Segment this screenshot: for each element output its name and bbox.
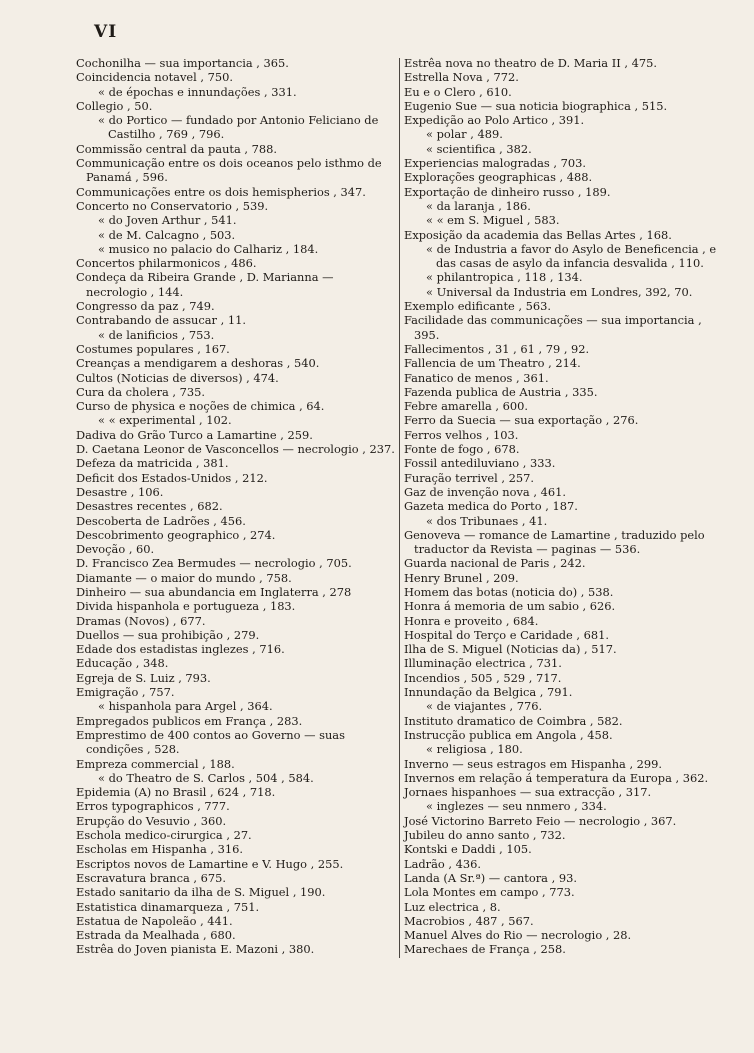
index-entry: Fossil antediluviano , 333. [404, 456, 556, 471]
index-entry: Desastres recentes , 682. [76, 499, 223, 514]
index-entry: Jubileu do anno santo , 732. [404, 828, 566, 843]
index-entry: Estrêa nova no theatro de D. Maria II , 475. [404, 56, 657, 70]
index-entry: Congresso da paz , 749. [76, 299, 215, 314]
index-entry: Honra á memoria de um sabio , 626. [404, 599, 616, 614]
index-entry: « philantropica , 118 , 134. [426, 270, 583, 285]
index-entry: Lola Montes em campo , 773. [404, 885, 575, 900]
index-entry: D. Caetana Leonor de Vasconcellos — necrologio , 237. [76, 442, 395, 457]
index-entry: Ilha de S. Miguel (Noticias da) , 517. [404, 642, 617, 657]
index-entry: « inglezes — seu nnmero , 334. [426, 799, 607, 814]
index-entry: Furação terrivel , 257. [404, 470, 535, 485]
index-entry: Divida hispanhola e portugueza , 183. [76, 599, 296, 614]
index-entry: Erupção do Vesuvio , 360. [76, 813, 227, 828]
index-entry: Febre amarella , 600. [404, 399, 528, 414]
index-entry: « do Joven Arthur , 541. [98, 213, 237, 228]
index-entry: Genoveva — romance de Lamartine , traduzido pelo traductor da Revista — paginas — 536. [404, 527, 705, 557]
index-entry: Fallencia de um Theatro , 214. [404, 356, 581, 371]
index-entry: Inverno — seus estragos em Hispanha , 299. [404, 756, 663, 771]
index-entry: Estrada da Mealhada , 680. [76, 928, 236, 943]
index-entry: Epidemia (A) no Brasil , 624 , 718. [76, 785, 276, 800]
index-entry: Estado sanitario da ilha de S. Miguel , 190. [76, 885, 326, 900]
index-entry: Gaz de invenção nova , 461. [404, 484, 566, 499]
index-entry: « de lanificios , 753. [98, 327, 215, 342]
index-entry: Contrabando de assucar , 11. [76, 313, 246, 328]
index-entry: Estrêa do Joven pianista E. Mazoni , 380. [76, 942, 315, 957]
index-entry: Cultos (Noticias de diversos) , 474. [76, 370, 279, 385]
index-entry: Cura da cholera , 735. [76, 384, 206, 399]
index-entry: « scientifica , 382. [426, 141, 532, 156]
index-entry: « do Portico — fundado por Antonio Feliciano de Castilho , 769 , 796. [98, 113, 379, 142]
index-entry: Erros typographicos , 777. [76, 799, 230, 814]
index-entry: « « em S. Miguel , 583. [426, 213, 560, 228]
index-entry: Devoção , 60. [76, 542, 155, 557]
index-entry: Marechaes de França , 258. [404, 942, 566, 957]
index-entry: Ferros velhos , 103. [404, 427, 519, 442]
index-entry: « de viajantes , 776. [426, 699, 543, 714]
index-entry: Dramas (Novos) , 677. [76, 613, 206, 628]
index-entry: « dos Tribunaes , 41. [426, 513, 548, 528]
index-entry: Fanatico de menos , 361. [404, 370, 549, 385]
index-column-left [76, 56, 396, 957]
index-entry: Invernos em relação á temperatura da Europa , 362. [404, 770, 709, 785]
index-entry: Escholas em Hispanha , 316. [76, 842, 243, 857]
index-entry: Costumes populares , 167. [76, 341, 230, 356]
page-number: VI [94, 22, 118, 42]
index-entry: Escravatura branca , 675. [76, 870, 227, 885]
index-entry: Deficit dos Estados-Unidos , 212. [76, 470, 268, 485]
index-entry: Gazeta medica do Porto , 187. [404, 499, 578, 514]
index-entry: Educação , 348. [76, 656, 169, 671]
index-entry: « musico no palacio do Calhariz , 184. [98, 241, 319, 256]
index-entry: « de M. Calcagno , 503. [98, 227, 236, 242]
index-entry: Honra e proveito , 684. [404, 613, 539, 628]
index-entry: Emigração , 757. [76, 685, 175, 700]
index-entry: Fallecimentos , 31 , 61 , 79 , 92. [404, 341, 590, 356]
index-entry: Dadiva do Grão Turco a Lamartine , 259. [76, 427, 313, 442]
index-entry: « religiosa , 180. [426, 742, 523, 757]
index-entry: Communicações entre os dois hemispherios , 347. [76, 184, 366, 199]
index-entry: « do Theatro de S. Carlos , 504 , 584. [98, 770, 314, 785]
index-entry: Jornaes hispanhoes — sua extracção , 317. [404, 785, 652, 800]
index-entry: Eu e o Clero , 610. [404, 84, 512, 99]
index-entry: Illuminação electrica , 731. [404, 656, 562, 671]
index-entry: Henry Brunel , 209. [404, 570, 519, 585]
index-entry: Instituto dramatico de Coimbra , 582. [404, 713, 623, 728]
index-entry: Estrella Nova , 772. [404, 70, 519, 85]
index-entry: Expedição ao Polo Artico , 391. [404, 113, 585, 128]
index-entry: Guarda nacional de Paris , 242. [404, 556, 586, 571]
index-entry: Curso de physica e noções de chimica , 64. [76, 399, 325, 414]
index-entry: Hospital do Terço e Caridade , 681. [404, 627, 610, 642]
index-entry: Experiencias malogradas , 703. [404, 156, 586, 171]
index-entry: Instrucção publica em Angola , 458. [404, 727, 613, 742]
index-entry: Creanças a mendigarem a deshoras , 540. [76, 356, 320, 371]
index-entry: Communicação entre os dois oceanos pelo isthmo de Panamá , 596. [76, 156, 382, 185]
index-entry: Exemplo edificante , 563. [404, 299, 552, 314]
index-entry: Estatistica dinamarqueza , 751. [76, 899, 260, 914]
index-entry: Manuel Alves do Rio — necrologio , 28. [404, 928, 632, 943]
index-entry: Ladrão , 436. [404, 856, 481, 871]
index-entry: « de Industria a favor do Asylo de Beneficencia , e das casas de asylo da infancia desvalida , 110. [426, 241, 717, 271]
index-entry: Duellos — sua prohibição , 279. [76, 627, 260, 642]
index-entry: José Victorino Barreto Feio — necrologio , 367. [404, 813, 677, 828]
index-entry: D. Francisco Zea Bermudes — necrologio , 705. [76, 556, 352, 571]
index-entry: Eugenio Sue — sua noticia biographica , 515. [404, 98, 668, 113]
index-entry: Facilidade das communicações — sua importancia , 395. [404, 313, 702, 342]
index-entry: « « experimental , 102. [98, 413, 232, 428]
index-entry: Descobrimento geographico , 274. [76, 527, 276, 542]
index-entry: Fazenda publica de Austria , 335. [404, 384, 598, 399]
index-entry: Emprestimo de 400 contos ao Governo — suas condições , 528. [76, 727, 345, 757]
index-entry: Exportação de dinheiro russo , 189. [404, 184, 611, 199]
index-entry: Exposição da academia das Bellas Artes , 168. [404, 227, 672, 242]
index-entry: Concerto no Conservatorio , 539. [76, 198, 269, 213]
index-entry: Commissão central da pauta , 788. [76, 141, 278, 156]
index-entry: Collegio , 50. [76, 98, 153, 113]
index-entry: Innundação da Belgica , 791. [404, 685, 573, 700]
index-entry: « da laranja , 186. [426, 198, 531, 213]
index-entry: Edade dos estadistas inglezes , 716. [76, 642, 285, 657]
index-column-right [404, 56, 722, 957]
index-entry: Condeça da Ribeira Grande , D. Marianna — necrologio , 144. [76, 270, 334, 299]
index-entry: Coincidencia notavel , 750. [76, 70, 233, 85]
index-entry: Empregados publicos em França , 283. [76, 713, 303, 728]
index-entry: « polar , 489. [426, 127, 503, 142]
index-entry: Egreja de S. Luiz , 793. [76, 670, 211, 685]
index-entry: Macrobios , 487 , 567. [404, 913, 534, 928]
index-entry: Cochonilha — sua importancia , 365. [76, 56, 289, 70]
index-entry: Desastre , 106. [76, 484, 164, 499]
index-entry: « Universal da Industria em Londres, 392, 70. [426, 284, 693, 299]
index-entry: Fonte de fogo , 678. [404, 442, 520, 457]
index-entry: Concertos philarmonicos , 486. [76, 256, 257, 271]
index-entry: Defeza da matricida , 381. [76, 456, 229, 471]
index-entry: Escriptos novos de Lamartine e V. Hugo , 255. [76, 856, 344, 871]
index-entry: Explorações geographicas , 488. [404, 170, 593, 185]
index-entry: Ferro da Suecia — sua exportação , 276. [404, 413, 639, 428]
index-entry: Kontski e Daddi , 105. [404, 842, 532, 857]
index-entry: Dinheiro — sua abundancia em Inglaterra , 278 [76, 584, 352, 599]
column-divider [399, 58, 400, 958]
index-entry: Descoberta de Ladrões , 456. [76, 513, 246, 528]
index-entry: Homem das botas (noticia do) , 538. [404, 584, 614, 599]
index-entry: « de épochas e innundações , 331. [98, 84, 297, 99]
index-entry: Luz electrica , 8. [404, 899, 501, 914]
index-entry: Estatua de Napoleão , 441. [76, 913, 233, 928]
index-entry: Diamante — o maior do mundo , 758. [76, 570, 292, 585]
index-entry: « hispanhola para Argel , 364. [98, 699, 273, 714]
index-entry: Empreza commercial , 188. [76, 756, 235, 771]
index-entry: Incendios , 505 , 529 , 717. [404, 670, 562, 685]
index-entry: Landa (A Sr.ª) — cantora , 93. [404, 870, 577, 885]
index-entry: Eschola medico-cirurgica , 27. [76, 828, 252, 843]
